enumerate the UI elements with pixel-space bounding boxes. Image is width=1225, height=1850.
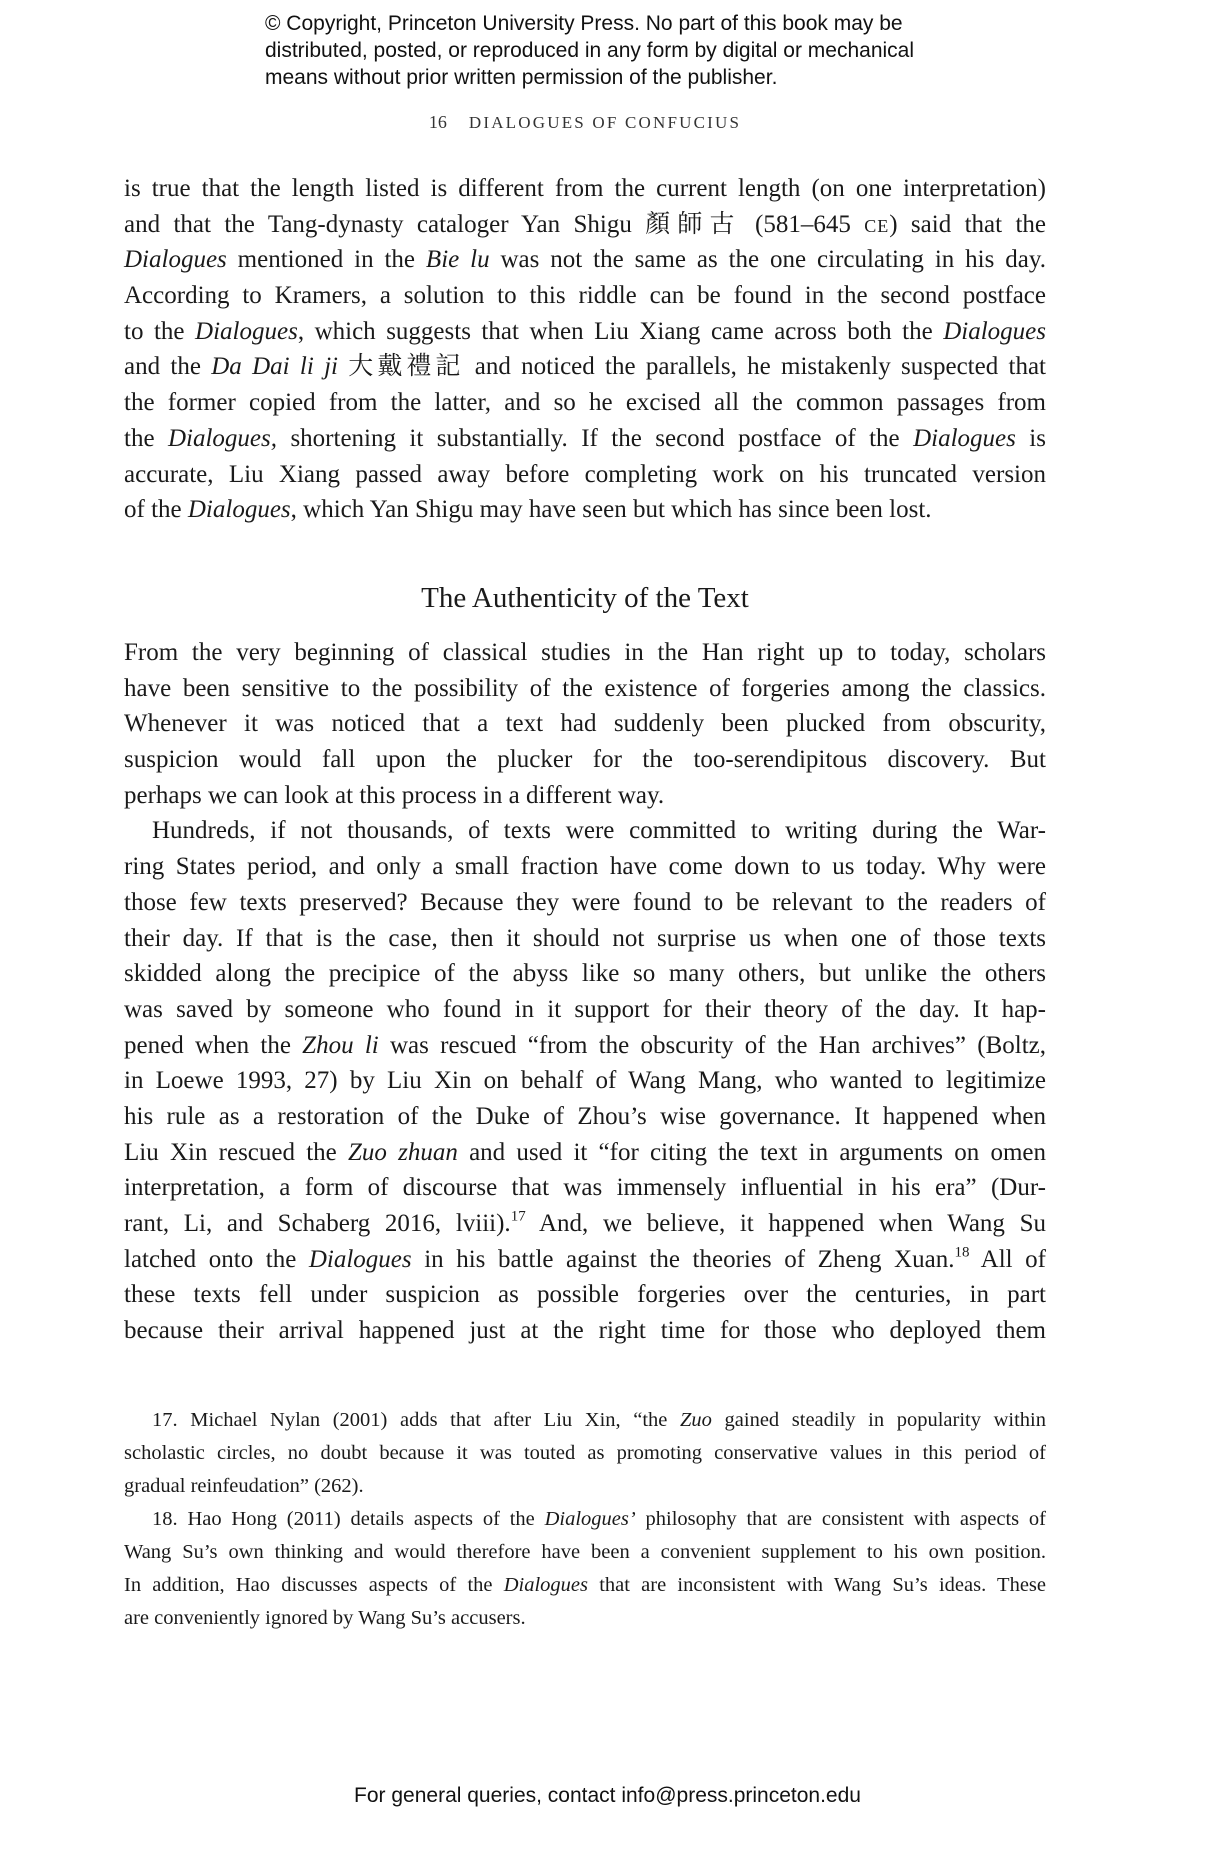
text-segment[interactable]: , which suggests that when Liu Xiang came across both the bbox=[297, 317, 944, 345]
text-line bbox=[124, 1503, 1046, 1536]
italic-title: Dialogues bbox=[124, 246, 227, 274]
text-segment[interactable]: And, we believe, it happened when Wang Su bbox=[525, 1210, 1046, 1237]
text-line bbox=[124, 314, 1046, 350]
italic-title: Dialogues bbox=[913, 424, 1016, 452]
italic-title: Dialogues bbox=[308, 1245, 412, 1273]
text-segment[interactable]: to the bbox=[124, 317, 196, 345]
book-title: DIALOGUES OF CONFUCIUS bbox=[468, 113, 742, 132]
text-segment[interactable]: in Loewe 1993, 27) by Liu Xin on behalf of Wang Mang, who wanted to legitimize bbox=[124, 1067, 1046, 1095]
era-abbreviation: ce bbox=[864, 210, 890, 238]
text-line bbox=[124, 885, 1046, 921]
text-segment[interactable]: philosophy that are consistent with aspects of bbox=[635, 1508, 1047, 1530]
paragraph-3 bbox=[124, 813, 1046, 1348]
text-segment[interactable]: scholastic circles, no doubt because it was touted as promoting conservative values in this period of bbox=[124, 1442, 1046, 1464]
paragraph-2 bbox=[124, 635, 1046, 813]
text-segment[interactable]: and the bbox=[124, 353, 212, 381]
text-segment[interactable]: the former copied from the latter, and so he excised all the common passages from bbox=[124, 389, 1046, 417]
text-segment[interactable]: In addition, Hao discusses aspects of the bbox=[124, 1574, 504, 1596]
text-line bbox=[124, 1313, 1046, 1349]
text-segment[interactable]: their day. If that is the case, then it should not surprise us when one of those texts bbox=[124, 924, 1046, 952]
italic-title: Dialogues, bbox=[167, 424, 278, 452]
text-segment[interactable]: his rule as a restoration of the Duke of Zhou’s wise governance. It happened when bbox=[124, 1102, 1046, 1130]
italic-title: Bie lu bbox=[425, 246, 490, 274]
italic-title: Zuo bbox=[680, 1409, 712, 1431]
text-segment[interactable]: Whenever it was noticed that a text had suddenly been plucked from obscurity, bbox=[124, 710, 1046, 738]
text-line bbox=[124, 1135, 1046, 1171]
text-segment[interactable]: 17. Michael Nylan (2001) adds that after Liu Xin, “the bbox=[152, 1409, 681, 1431]
text-line bbox=[124, 706, 1046, 742]
text-line bbox=[124, 171, 1046, 207]
text-segment[interactable]: gained steadily in popularity within bbox=[711, 1409, 1046, 1431]
paragraph-2-3 bbox=[124, 635, 1046, 1349]
text-segment[interactable]: Wang Su’s own thinking and would therefore have been a convenient supplement to his own position. bbox=[124, 1541, 1046, 1563]
text-line bbox=[124, 421, 1046, 457]
text-segment[interactable]: pened when the bbox=[124, 1031, 303, 1059]
text-segment[interactable]: those few texts preserved? Because they were found to be relevant to the readers of bbox=[124, 888, 1046, 916]
text-segment[interactable]: have been sensitive to the possibility of the existence of forgeries among the classics. bbox=[124, 674, 1046, 702]
text-segment[interactable]: suspicion would fall upon the plucker for the too-serendipitous discovery. But bbox=[124, 746, 1046, 774]
running-head bbox=[0, 112, 1170, 133]
text-segment[interactable]: All of bbox=[969, 1245, 1046, 1273]
text-segment[interactable]: 大戴禮記 and noticed the parallels, he mistakenly suspected that bbox=[337, 353, 1046, 381]
text-line bbox=[124, 921, 1046, 957]
text-segment[interactable]: ring States period, and only a small fraction have come down to us today. Why were bbox=[124, 853, 1046, 881]
text-segment[interactable]: 18. Hao Hong (2011) details aspects of the bbox=[152, 1508, 545, 1530]
text-segment[interactable]: According to Kramers, a solution to this riddle can be found in the second postface bbox=[124, 282, 1046, 310]
footnote-reference[interactable]: 18 bbox=[954, 1244, 970, 1261]
footnote-18 bbox=[124, 1503, 1046, 1635]
text-line bbox=[124, 1470, 1046, 1503]
text-line bbox=[124, 778, 1046, 814]
text-line bbox=[124, 242, 1046, 278]
text-segment[interactable]: shortening it substantially. If the second postface of the bbox=[277, 424, 914, 452]
text-line bbox=[124, 207, 1046, 243]
text-line bbox=[124, 742, 1046, 778]
text-line bbox=[124, 457, 1046, 493]
italic-title: Dialogues bbox=[195, 317, 298, 345]
text-line bbox=[124, 1206, 1046, 1242]
italic-title: Dialogues bbox=[187, 496, 291, 524]
text-line bbox=[124, 1099, 1046, 1135]
text-segment[interactable]: interpretation, a form of discourse that was immensely influential in his era” (Dur- bbox=[124, 1174, 1046, 1202]
text-line bbox=[124, 992, 1046, 1028]
text-segment[interactable]: accurate, Liu Xiang passed away before completing work on his truncated version bbox=[124, 460, 1046, 488]
text-segment[interactable]: was not the same as the one circulating in his day. bbox=[489, 246, 1046, 274]
copyright-line: means without prior written permission of the publisher. bbox=[265, 66, 778, 89]
footnote-reference[interactable]: 17 bbox=[510, 1208, 526, 1225]
text-segment[interactable]: was saved by someone who found in it support for their theory of the day. It hap- bbox=[124, 995, 1046, 1023]
italic-title: Dialogues bbox=[943, 317, 1046, 345]
text-segment[interactable]: perhaps we can look at this process in a different way. bbox=[124, 781, 665, 809]
italic-title: Zhou li bbox=[302, 1031, 379, 1059]
text-segment[interactable]: and that the Tang-dynasty cataloger Yan Shigu 顏師古 (581–645 bbox=[124, 210, 865, 238]
text-segment[interactable]: ) said that the bbox=[889, 210, 1046, 238]
text-segment[interactable]: Hundreds, if not thousands, of texts were committed to writing during the War- bbox=[152, 817, 1046, 845]
text-line bbox=[124, 1063, 1046, 1099]
text-segment[interactable]: was rescued “from the obscurity of the Han archives” (Boltz, bbox=[378, 1031, 1046, 1059]
footnote-17 bbox=[124, 1404, 1046, 1503]
italic-title: Da Dai li ji bbox=[211, 353, 338, 381]
paragraph-1 bbox=[124, 171, 1046, 528]
text-line bbox=[124, 813, 1046, 849]
text-segment[interactable]: these texts fell under suspicion as possible forgeries over the centuries, in part bbox=[124, 1281, 1046, 1309]
text-segment[interactable]: Liu Xin rescued the bbox=[124, 1138, 348, 1166]
text-line bbox=[124, 849, 1046, 885]
text-segment[interactable]: because their arrival happened just at the right time for those who deployed them bbox=[124, 1317, 1046, 1345]
section-heading: The Authenticity of the Text bbox=[421, 582, 749, 614]
text-line bbox=[124, 1569, 1046, 1602]
text-line bbox=[124, 1404, 1046, 1437]
text-segment[interactable]: that are inconsistent with Wang Su’s ideas. These bbox=[588, 1574, 1046, 1596]
text-line bbox=[124, 492, 1046, 528]
italic-title: Dialogues’ bbox=[544, 1508, 636, 1530]
text-segment[interactable]: , which Yan Shigu may have seen but which has since been lost. bbox=[290, 496, 932, 524]
text-segment[interactable]: latched onto the bbox=[124, 1245, 309, 1273]
text-line bbox=[124, 635, 1046, 671]
text-line bbox=[124, 1242, 1046, 1278]
footer-contact: For general queries, contact info@press.princeton.edu bbox=[354, 1784, 861, 1807]
text-line bbox=[124, 385, 1046, 421]
copyright-line: © Copyright, Princeton University Press. No part of this book may be bbox=[265, 12, 903, 35]
text-line bbox=[124, 349, 1046, 385]
page-number: 16 bbox=[428, 112, 447, 132]
text-line bbox=[124, 956, 1046, 992]
text-segment[interactable]: mentioned in the bbox=[226, 246, 426, 274]
text-line bbox=[124, 1536, 1046, 1569]
text-line bbox=[124, 1028, 1046, 1064]
text-segment[interactable]: rant, Li, and Schaberg 2016, lviii). bbox=[124, 1210, 511, 1237]
italic-title: Dialogues bbox=[503, 1574, 588, 1596]
text-segment[interactable]: of the bbox=[124, 496, 188, 524]
text-segment[interactable]: are conveniently ignored by Wang Su’s accusers. bbox=[124, 1607, 526, 1629]
text-line bbox=[124, 1170, 1046, 1206]
copyright-line: distributed, posted, or reproduced in any form by digital or mechanical bbox=[265, 39, 915, 62]
footnotes bbox=[124, 1404, 1046, 1635]
text-segment[interactable]: is bbox=[1015, 424, 1046, 452]
text-segment[interactable]: and used it “for citing the text in arguments on omen bbox=[457, 1138, 1046, 1166]
text-segment[interactable]: is true that the length listed is different from the current length (on one interpretation) bbox=[124, 175, 1046, 202]
copyright-notice bbox=[265, 10, 914, 91]
text-segment[interactable]: the bbox=[124, 424, 168, 452]
text-segment[interactable]: in his battle against the theories of Zheng Xuan. bbox=[411, 1245, 955, 1273]
text-line bbox=[124, 671, 1046, 707]
text-line bbox=[124, 1277, 1046, 1313]
text-line bbox=[124, 1437, 1046, 1470]
text-line bbox=[124, 1602, 1046, 1635]
text-line bbox=[124, 278, 1046, 314]
text-segment[interactable]: skidded along the precipice of the abyss like so many others, but unlike the others bbox=[124, 960, 1046, 988]
text-segment[interactable]: From the very beginning of classical studies in the Han right up to today, scholars bbox=[124, 639, 1046, 666]
italic-title: Zuo zhuan bbox=[348, 1138, 458, 1166]
text-segment[interactable]: gradual reinfeudation” (262). bbox=[124, 1475, 364, 1497]
